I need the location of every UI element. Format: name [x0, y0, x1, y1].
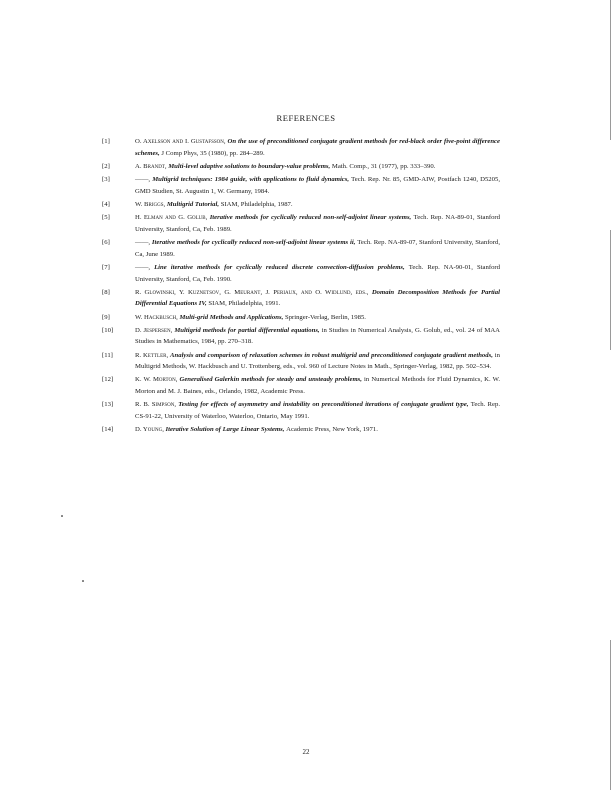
reference-item: [100, 424, 500, 436]
reference-title: Multigrid techniques: 1984 guide, with applications to fluid dynamics,: [152, 175, 352, 183]
reference-authors: W. Hackbusch,: [135, 313, 180, 321]
reference-details: in Studies in Numerical Analysis, G. Golub, ed., vol. 24 of MAA Studies in Mathematics, 1984, pp. 270–318.: [135, 326, 500, 346]
reference-details: Tech. Rep. NA-90-01, Stanford University, Stanford, Ca, Feb. 1990.: [135, 263, 500, 283]
reference-item: [100, 199, 500, 211]
reference-item: [100, 374, 500, 398]
reference-authors: ——,: [135, 263, 155, 271]
reference-authors: R. B. Simpson,: [135, 401, 179, 409]
reference-authors: A. Brandt,: [135, 162, 169, 170]
reference-details: Tech. Rep. NA-89-07, Stanford University, Stanford, Ca, June 1989.: [135, 238, 501, 258]
reference-authors: H. Elman and G. Golub,: [135, 213, 210, 221]
reference-details: Math. Comp., 31 (1977), pp. 333–390.: [331, 162, 436, 170]
reference-number: [1]: [102, 138, 110, 145]
reference-authors: D. Young,: [135, 426, 166, 434]
reference-number: [13]: [102, 401, 114, 409]
reference-number: [6]: [102, 238, 110, 246]
reference-authors: W. Briggs,: [135, 200, 167, 208]
reference-item: [100, 312, 500, 324]
reference-number: [14]: [102, 426, 114, 434]
reference-number: [7]: [102, 263, 110, 271]
scan-speck: [61, 515, 63, 517]
reference-authors: O. Axelsson and I. Gustafsson,: [135, 138, 228, 145]
reference-details: in Multigrid Methods, W. Hackbusch and U. Trottenberg, eds., vol. 960 of Lecture Notes in Math., Springer-Verlag, 1982, pp. 502–534.: [135, 351, 500, 371]
reference-title: Line iterative methods for cyclically reduced discrete convection-diffusion problems,: [154, 263, 409, 271]
reference-authors: K. W. Morton,: [135, 376, 180, 384]
reference-item: [100, 161, 500, 173]
reference-title: Generalised Galerkin methods for steady and unsteady problems,: [179, 376, 365, 384]
scan-edge-line: [610, 640, 611, 790]
reference-item: [100, 237, 500, 261]
reference-details: in Numerical Methods for Fluid Dynamics, K. W. Morton and M. J. Baines, eds., Orlando, 1982, Academic Press.: [135, 376, 500, 396]
reference-item: [100, 136, 500, 160]
reference-title: Iterative Solution of Large Linear Systems,: [165, 426, 287, 434]
reference-number: [4]: [102, 200, 110, 208]
reference-item: [100, 174, 500, 198]
reference-details: SIAM, Philadelphia, 1987.: [220, 200, 293, 208]
reference-authors: ——,: [135, 238, 152, 246]
reference-authors: R. Glowinski, Y. Kuznetsov, G. Meurant, J. Periaux, and O. Widlund, eds.,: [135, 288, 372, 296]
reference-title: Domain Decomposition Methods for Partial Differential Equations IV,: [135, 288, 500, 308]
reference-number: [2]: [102, 162, 110, 170]
page-number: 22: [302, 748, 310, 756]
reference-title: Testing for effects of asymmetry and instability on preconditioned iterations of conjugate gradient type,: [178, 401, 471, 409]
reference-authors: D. Jespersen,: [135, 326, 175, 334]
reference-number: [5]: [102, 213, 110, 221]
reference-authors: ——,: [135, 175, 153, 183]
reference-number: [12]: [102, 376, 114, 384]
reference-details: Tech. Rep. CS-91-22, University of Waterloo, Waterloo, Ontario, May 1991.: [135, 401, 500, 421]
reference-title: Iterative methods for cyclically reduced non-self-adjoint linear systems ii,: [151, 238, 358, 246]
reference-authors: R. Kettler,: [135, 351, 171, 359]
scan-edge-line: [610, 0, 611, 140]
reference-title: On the use of preconditioned conjugate gradient methods for red-black order five-point difference schemes,: [135, 138, 500, 157]
reference-number: [10]: [102, 326, 114, 334]
reference-number: [11]: [102, 351, 113, 359]
reference-title: Multigrid Tutorial,: [166, 200, 221, 208]
reference-details: Springer-Verlag, Berlin, 1985.: [284, 313, 366, 321]
scan-speck: [82, 580, 84, 582]
reference-title: Multi-level adaptive solutions to boundary-value problems,: [168, 162, 332, 170]
reference-item: [100, 262, 500, 286]
reference-number: [8]: [102, 288, 110, 296]
references-heading: REFERENCES: [276, 113, 336, 123]
reference-title: Analysis and comparison of relaxation schemes in robust multigrid and preconditioned conjugate gradient methods,: [170, 351, 495, 359]
reference-details: Academic Press, New York, 1971.: [286, 426, 378, 434]
reference-details: SIAM, Philadelphia, 1991.: [208, 300, 281, 308]
reference-item: [100, 350, 500, 374]
scan-edge-line: [610, 230, 611, 350]
reference-number: [9]: [102, 313, 110, 321]
reference-details: Tech. Rep. NA-89-01, Stanford University, Stanford, Ca, Feb. 1989.: [135, 213, 500, 233]
reference-title: Iterative methods for cyclically reduced non-self-adjoint linear systems,: [209, 213, 414, 221]
reference-number: [3]: [102, 175, 110, 183]
reference-title: Multi-grid Methods and Applications,: [179, 313, 285, 321]
reference-item: [100, 399, 500, 423]
reference-item: [100, 212, 500, 236]
reference-details: Tech. Rep. Nr. 85, GMD-AIW, Postfach 1240, D5205, GMD Studien, St. Augustin 1, W. Germany, 1984.: [135, 175, 501, 195]
reference-title: Multigrid methods for partial differential equations,: [174, 326, 322, 334]
reference-details: J Comp Phys, 35 (1980), pp. 284–289.: [161, 149, 265, 157]
reference-item: [100, 325, 500, 349]
references-list: [100, 136, 500, 437]
reference-item: [100, 287, 500, 311]
